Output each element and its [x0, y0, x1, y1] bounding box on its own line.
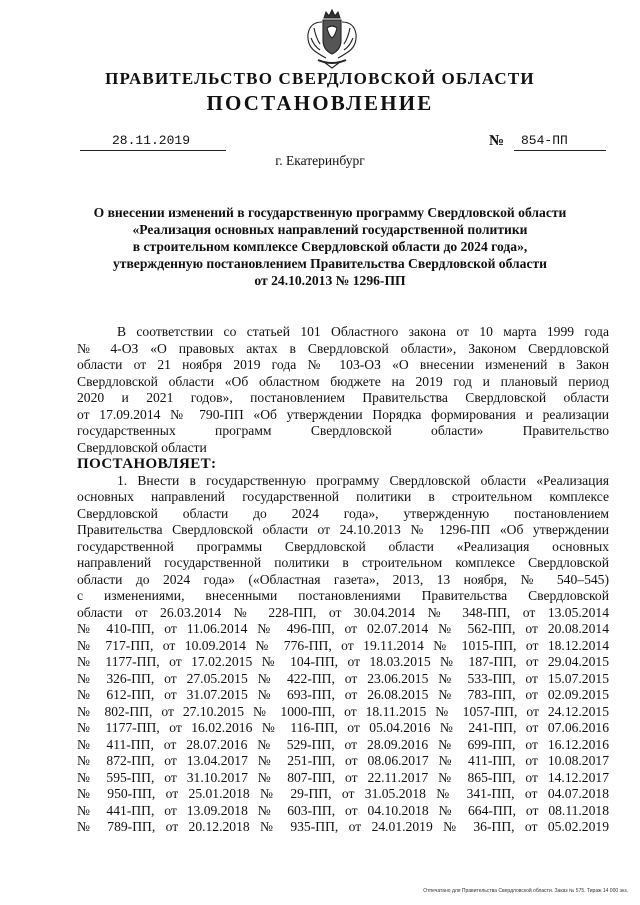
text-line: области от 26.03.2014 № 228-ПП, от 30.04.2014 № 348-ПП, от 13.05.2014 — [77, 604, 609, 620]
text-line: № 410-ПП, от 11.06.2014 № 496-ПП, от 02.07.2014 № 562-ПП, от 20.08.2014 — [77, 621, 609, 636]
text-line: № 1177-ПП, от 17.02.2015 № 104-ПП, от 18.03.2015 № 187-ПП, от 29.04.2015 — [77, 654, 609, 669]
document-title — [60, 204, 600, 289]
text-line: № 950-ПП, от 25.01.2018 № 29-ПП, от 31.05.2018 № 341-ПП, от 04.07.2018 — [77, 786, 609, 801]
text-line: государственных программ Свердловской области» Правительство — [77, 423, 609, 438]
text-line: от 17.09.2014 № 790-ПП «Об утверждении Порядка формирования и реализации — [77, 406, 609, 422]
resolves-heading: ПОСТАНОВЛЯЕТ: — [77, 456, 217, 472]
text-line: № 4-ОЗ «О правовых актах в Свердловской области», Законом Свердловской — [77, 340, 609, 356]
text-line: 1. Внести в государственную программу Свердловской области «Реализация — [117, 472, 609, 488]
text-line: области до 2024 года» («Областная газета», 2013, 13 ноября, № 540–545) — [77, 571, 609, 587]
text-line: основных направлений государственной политики в строительном комплексе — [77, 489, 609, 504]
number-underline — [514, 150, 606, 151]
text-line: государственной программы Свердловской области «Реализация основных — [77, 538, 609, 554]
title-line: О внесении изменений в государственную программу Свердловской области — [93, 205, 567, 220]
item-1-paragraph — [77, 473, 609, 836]
text-line: № 411-ПП, от 28.07.2016 № 529-ПП, от 28.09.2016 № 699-ПП, от 16.12.2016 — [77, 736, 609, 752]
document-body — [77, 324, 609, 836]
document-number: 854-ПП — [521, 133, 568, 148]
number-sign: № — [489, 133, 505, 149]
text-line: Свердловской области — [77, 439, 207, 455]
text-line: № 1177-ПП, от 16.02.2016 № 116-ПП, от 05.04.2016 № 241-ПП, от 07.06.2016 — [77, 720, 609, 735]
coat-of-arms-icon — [302, 8, 362, 70]
government-name: ПРАВИТЕЛЬСТВО СВЕРДЛОВСКОЙ ОБЛАСТИ — [105, 69, 535, 88]
text-line: № 612-ПП, от 31.07.2015 № 693-ПП, от 26.08.2015 № 783-ПП, от 02.09.2015 — [77, 687, 609, 702]
text-line: 2020 и 2021 годов», постановлением Правительства Свердловской области — [77, 390, 609, 405]
title-line: от 24.10.2013 № 1296-ПП — [254, 273, 406, 288]
text-line: области от 21 ноября 2019 года № 103-ОЗ «О внесении изменений в Закон — [77, 357, 609, 372]
city: г. Екатеринбург — [275, 153, 365, 168]
text-line: с изменениями, внесенными постановлениями Правительства Свердловской — [77, 588, 609, 603]
text-line: № 717-ПП, от 10.09.2014 № 776-ПП, от 19.11.2014 № 1015-ПП, от 18.12.2014 — [77, 637, 609, 653]
title-line: утвержденную постановлением Правительства Свердловской области — [112, 256, 548, 271]
text-line: В соответствии со статьей 101 Областного закона от 10 марта 1999 года — [117, 324, 609, 339]
text-line: № 872-ПП, от 13.04.2017 № 251-ПП, от 08.06.2017 № 411-ПП, от 10.08.2017 — [77, 753, 609, 768]
text-line: Правительства Свердловской области от 24.10.2013 № 1296-ПП «Об утверждении — [77, 522, 609, 537]
text-line: Свердловской области до 2024 года», утвержденную постановлением — [77, 505, 609, 521]
date-underline — [80, 150, 226, 151]
print-footer: Отпечатано для Правительства Свердловской области. Заказ № 575. Тираж 14 000 экз. — [423, 888, 628, 894]
title-line: «Реализация основных направлений государственной политики — [132, 222, 528, 237]
document-type: ПОСТАНОВЛЕНИЕ — [206, 91, 434, 115]
text-line: № 595-ПП, от 31.10.2017 № 807-ПП, от 22.11.2017 № 865-ПП, от 14.12.2017 — [77, 769, 609, 785]
text-line: № 441-ПП, от 13.09.2018 № 603-ПП, от 04.10.2018 № 664-ПП, от 08.11.2018 — [77, 802, 609, 818]
text-line: направлений государственной политики в строительном комплексе Свердловской — [77, 555, 609, 570]
preamble-paragraph — [77, 324, 609, 456]
document-date: 28.11.2019 — [112, 133, 191, 148]
text-line: Свердловской области «Об областном бюджете на 2019 год и плановый период — [77, 373, 609, 389]
title-line: в строительном комплексе Свердловской области до 2024 года», — [132, 239, 528, 254]
text-line: № 326-ПП, от 27.05.2015 № 422-ПП, от 23.06.2015 № 533-ПП, от 15.07.2015 — [77, 670, 609, 686]
text-line: № 789-ПП, от 20.12.2018 № 935-ПП, от 24.01.2019 № 36-ПП, от 05.02.2019 — [77, 819, 609, 834]
text-line: № 802-ПП, от 27.10.2015 № 1000-ПП, от 18.11.2015 № 1057-ПП, от 24.12.2015 — [77, 703, 609, 719]
